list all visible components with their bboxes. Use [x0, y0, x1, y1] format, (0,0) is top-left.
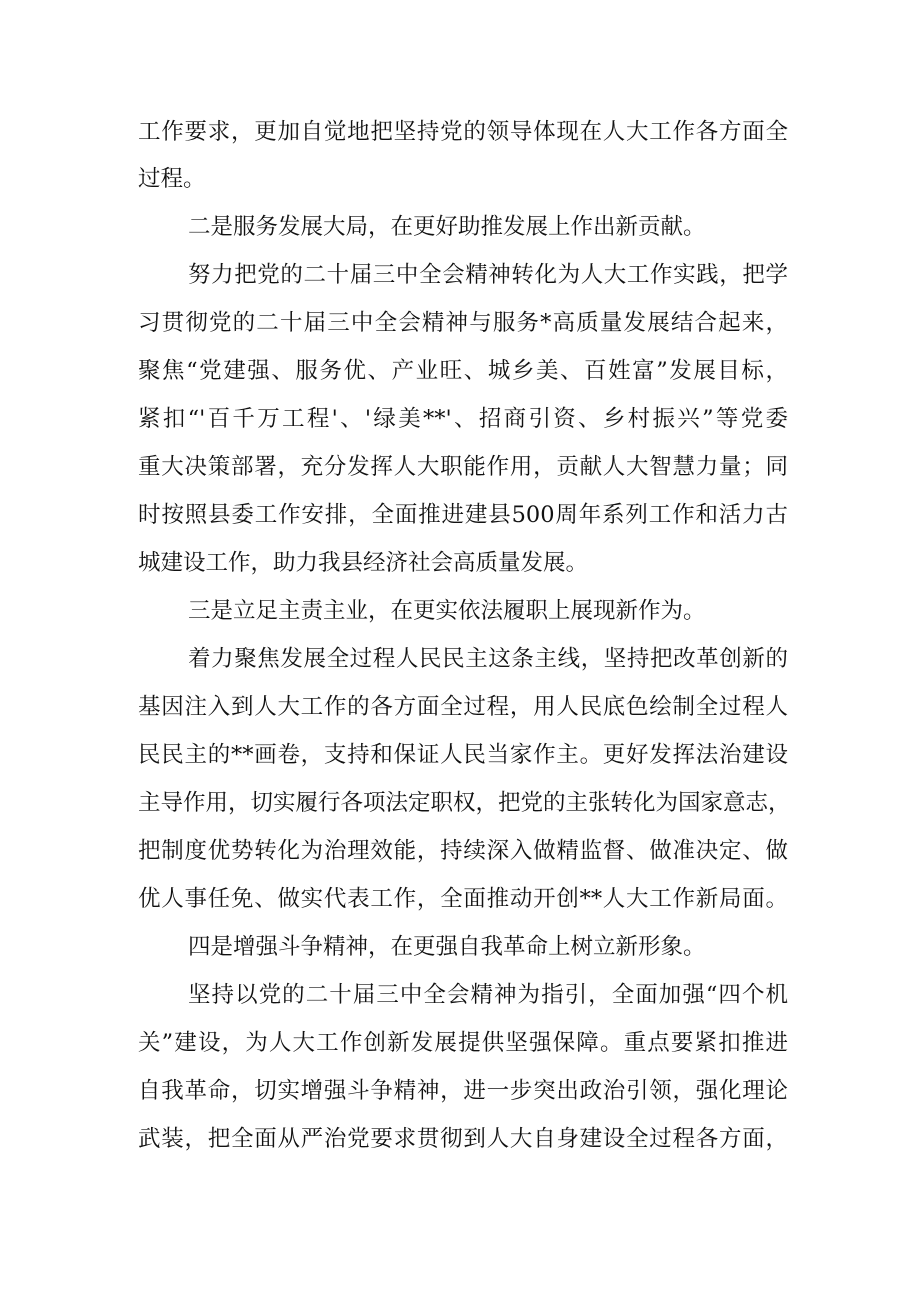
text-line: 优人事任免、做实代表工作，全面推动开创**人大工作新局面。	[138, 886, 788, 912]
text-line: 城建设工作，助力我县经济社会高质量发展。	[138, 550, 589, 576]
text-line: 基因注入到人大工作的各方面全过程，用人民底色绘制全过程人	[138, 694, 788, 720]
section-heading: 四是增强斗争精神，在更强自我革命上树立新形象。	[188, 934, 706, 960]
text-line: 坚持以党的二十届三中全会精神为指引，全面加强“四个机	[188, 982, 788, 1008]
text-line: 时按照县委工作安排，全面推进建县500周年系列工作和活力古	[138, 502, 788, 528]
text-line: 把制度优势转化为治理效能，持续深入做精监督、做准决定、做	[138, 838, 788, 864]
text-line: 着力聚焦发展全过程人民民主这条主线，坚持把改革创新的	[188, 646, 788, 672]
text-line: 关”建设，为人大工作创新发展提供坚强保障。重点要紧扣推进	[138, 1030, 788, 1056]
text-line: 工作要求，更加自觉地把坚持党的领导体现在人大工作各方面全	[138, 119, 788, 145]
section-heading: 二是服务发展大局，在更好助推发展上作出新贡献。	[188, 214, 706, 240]
section-heading: 三是立足主责主业，在更实依法履职上展现新作为。	[188, 598, 706, 624]
text-line: 习贯彻党的二十届三中全会精神与服务*高质量发展结合起来，	[138, 310, 788, 336]
text-line: 重大决策部署，充分发挥人大职能作用，贡献人大智慧力量；同	[138, 454, 788, 480]
text-line: 武装，把全面从严治党要求贯彻到人大自身建设全过程各方面，	[138, 1126, 788, 1152]
text-line: 过程。	[138, 166, 206, 192]
text-line: 民民主的**画卷，支持和保证人民当家作主。更好发挥法治建设	[138, 742, 788, 768]
text-line: 努力把党的二十届三中全会精神转化为人大工作实践，把学	[188, 262, 788, 288]
text-line: 主导作用，切实履行各项法定职权，把党的主张转化为国家意志，	[138, 790, 791, 816]
text-line: 自我革命，切实增强斗争精神，进一步突出政治引领，强化理论	[138, 1078, 788, 1104]
text-line: 紧扣“'百千万工程'、'绿美**'、招商引资、乡村振兴”等党委	[138, 406, 788, 432]
text-line: 聚焦“党建强、服务优、产业旺、城乡美、百姓富”发展目标，	[138, 358, 788, 384]
